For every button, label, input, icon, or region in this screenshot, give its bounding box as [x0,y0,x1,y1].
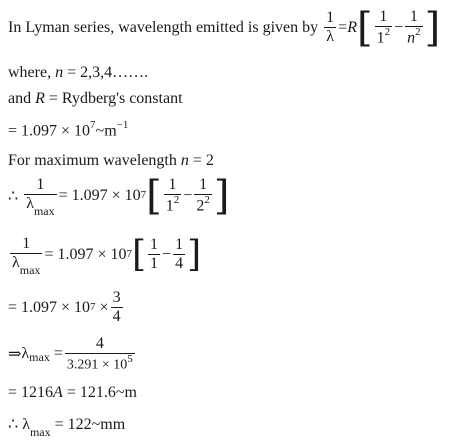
fraction-three-quarters: $\frac{3}{4}$ [112,289,121,325]
line-5: For maximum wavelength n = 2 [8,152,214,169]
line-9: ⇒ λ max = $\frac{4}{3.291 \times 10^5}$ [8,335,133,373]
line-4: = $1.097 \times 10^7\sim m^{-1}$ [8,119,129,140]
fraction-one-over-lambda: $\frac{1}{\lambda}$ [326,9,335,46]
fraction-a: $\frac{1}{1}$ [150,236,159,273]
left-bracket: [ [146,173,162,219]
line-11: ∴ $\lambda_{max}$ = 122~mm [8,416,126,440]
line-2: where, n = 2,3,4……. [8,64,149,81]
line-3: and R = Rydberg's constant [8,90,183,107]
fraction-one-over-lambda-max: $\frac{1}{\lambda_{max}}$ [26,175,55,218]
therefore-symbol: ∴ [8,188,19,205]
left-bracket: [ [131,234,147,276]
line-10: = 1216A = 121.6~m [8,384,137,401]
right-bracket: ] [187,234,202,276]
line-6: ∴ $\frac{1}{\lambda_{max}}$ = 1.097 × 10 7 [ $\frac{1}{1^2}$ − $\frac{1}{2^2}$ ] [8,173,230,219]
right-bracket: ] [424,5,441,51]
intro-text: In Lyman series, wavelength emitted is given by [8,19,319,36]
fraction-a: $\frac{1}{1^2}$ [165,176,180,215]
right-bracket: ] [213,173,230,219]
fraction-one-over-n-squared: $\frac{1}{n^2}$ [407,8,421,47]
fraction-b: $\frac{1}{4}$ [175,236,184,273]
fraction-one-over-one-squared: $\frac{1}{1^2}$ [376,8,391,47]
line-7: $\frac{1}{\lambda_{max}}$ = 1.097 × 10 7 [ $\frac{1}{1}$ − $\frac{1}{4}$ ] [12,234,202,277]
fraction-result: $\frac{4}{3.291 \times 10^5}$ [66,335,133,373]
left-bracket: [ [356,5,373,51]
fraction-b: $\frac{1}{2^2}$ [196,176,210,215]
line-1: In Lyman series, wavelength emitted is given by $\frac{1}{\lambda}$ = R [ $\frac{1}{1^2}$ − $\frac{1}{n^2}$ ] [8,5,441,51]
implies-arrow: ⇒ [8,346,22,364]
therefore-symbol: ∴ [8,416,19,433]
line-8: = 1.097 × 10 7 × $\frac{3}{4}$ [8,289,121,325]
fraction-one-over-lambda-max: $\frac{1}{\lambda_{max}}$ [12,235,41,277]
